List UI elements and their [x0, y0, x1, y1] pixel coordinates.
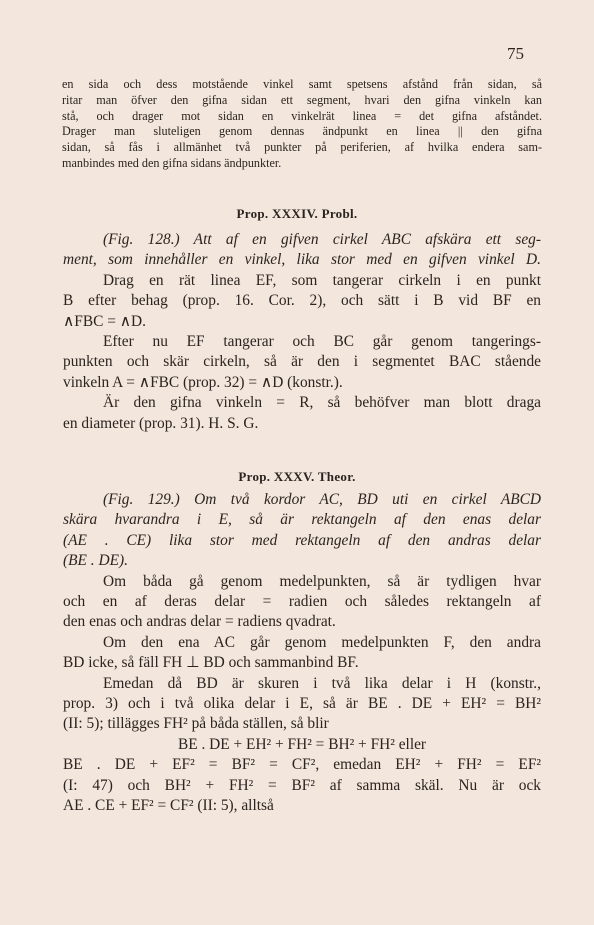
text-line: (AE . CE) lika stor med rektangeln af den andras delar	[63, 531, 541, 549]
text-line: sidan, så fås i allmänhet två punkter på periferien, af hvilka endera sam-	[62, 140, 542, 155]
text-line: en sida och dess motstående vinkel samt spetsens afstånd från sidan, så	[62, 77, 542, 91]
text-line: (Fig. 128.) Att af en gifven cirkel ABC afskära ett seg-	[103, 231, 541, 248]
text-line: Om båda gå genom medelpunkten, så är tydligen hvar	[103, 572, 541, 590]
text-line: Drag en rät linea EF, som tangerar cirkeln i en punkt	[103, 271, 541, 289]
text-line: Efter nu EF tangerar och BC går genom tangerings-	[103, 333, 541, 351]
text-line: Emedan då BD är skuren i två lika delar i H (konstr.,	[103, 674, 541, 692]
text-line: ment, som innehåller en vinkel, lika stor med en gifven vinkel D.	[63, 251, 541, 269]
text-line: Drager man sluteligen genom dennas ändpunkt en linea || den gifna	[62, 124, 542, 139]
text-line: skära hvarandra i E, så är rektangeln af den enas delar	[63, 511, 541, 529]
text-line: (Fig. 129.) Om två kordor AC, BD uti en cirkel ABCD	[103, 491, 541, 508]
text-line: manbindes med den gifna sidans ändpunkter.	[62, 155, 282, 170]
text-line: BD icke, så fäll FH ⊥ BD och sammanbind BF.	[63, 654, 359, 672]
page-number: 75	[507, 44, 524, 63]
text-line: (II: 5); tillägges FH² på båda ställen, så blir	[63, 715, 329, 733]
equation-line: BE . DE + EH² + FH² = BH² + FH² eller	[177, 735, 427, 753]
proposition-34-text	[63, 230, 541, 434]
proposition-34-heading: Prop. XXXIV. Probl.	[236, 206, 358, 221]
text-line: B efter behag (prop. 16. Cor. 2), och sätt i B vid BF en	[63, 292, 541, 310]
proposition-35-text	[63, 490, 541, 817]
text-line: punkten och skär cirkeln, så är den i segmentet BAC stående	[63, 353, 541, 371]
text-line: Om den ena AC går genom medelpunkten F, den andra	[103, 633, 541, 651]
text-line: den enas och andras delar = radiens qvadrat.	[63, 613, 336, 631]
text-line: prop. 3) och i två olika delar i E, så är BE . DE + EH² = BH²	[63, 695, 541, 713]
text-line: ∧FBC = ∧D.	[63, 312, 146, 330]
equation-line: BE . DE + EF² = BF² = CF², emedan EH² + FH² = EF²	[63, 756, 541, 774]
intro-paragraph	[62, 77, 542, 172]
text-line: (I: 47) och BH² + FH² = BF² af samma skäl. Nu är ock	[63, 776, 541, 794]
text-line: Är den gifna vinkeln = R, så behöfver man blott draga	[103, 394, 541, 412]
text-line: vinkeln A = ∧FBC (prop. 32) = ∧D (konstr.).	[63, 373, 343, 391]
text-line: (BE . DE).	[63, 552, 128, 570]
proposition-35-heading: Prop. XXXV. Theor.	[238, 469, 356, 484]
text-line: och en af deras delar = radien och således rektangeln af	[63, 593, 541, 611]
equation-line: AE . CE + EF² = CF² (II: 5), alltså	[63, 797, 274, 815]
text-line: en diameter (prop. 31). H. S. G.	[63, 414, 259, 432]
text-line: ritar man öfver den gifna sidan ett segment, hvari den gifna vinkeln kan	[62, 92, 542, 107]
text-line: stå, och drager mot sidan en vinkelrät linea = det gifna afståndet.	[62, 108, 542, 123]
